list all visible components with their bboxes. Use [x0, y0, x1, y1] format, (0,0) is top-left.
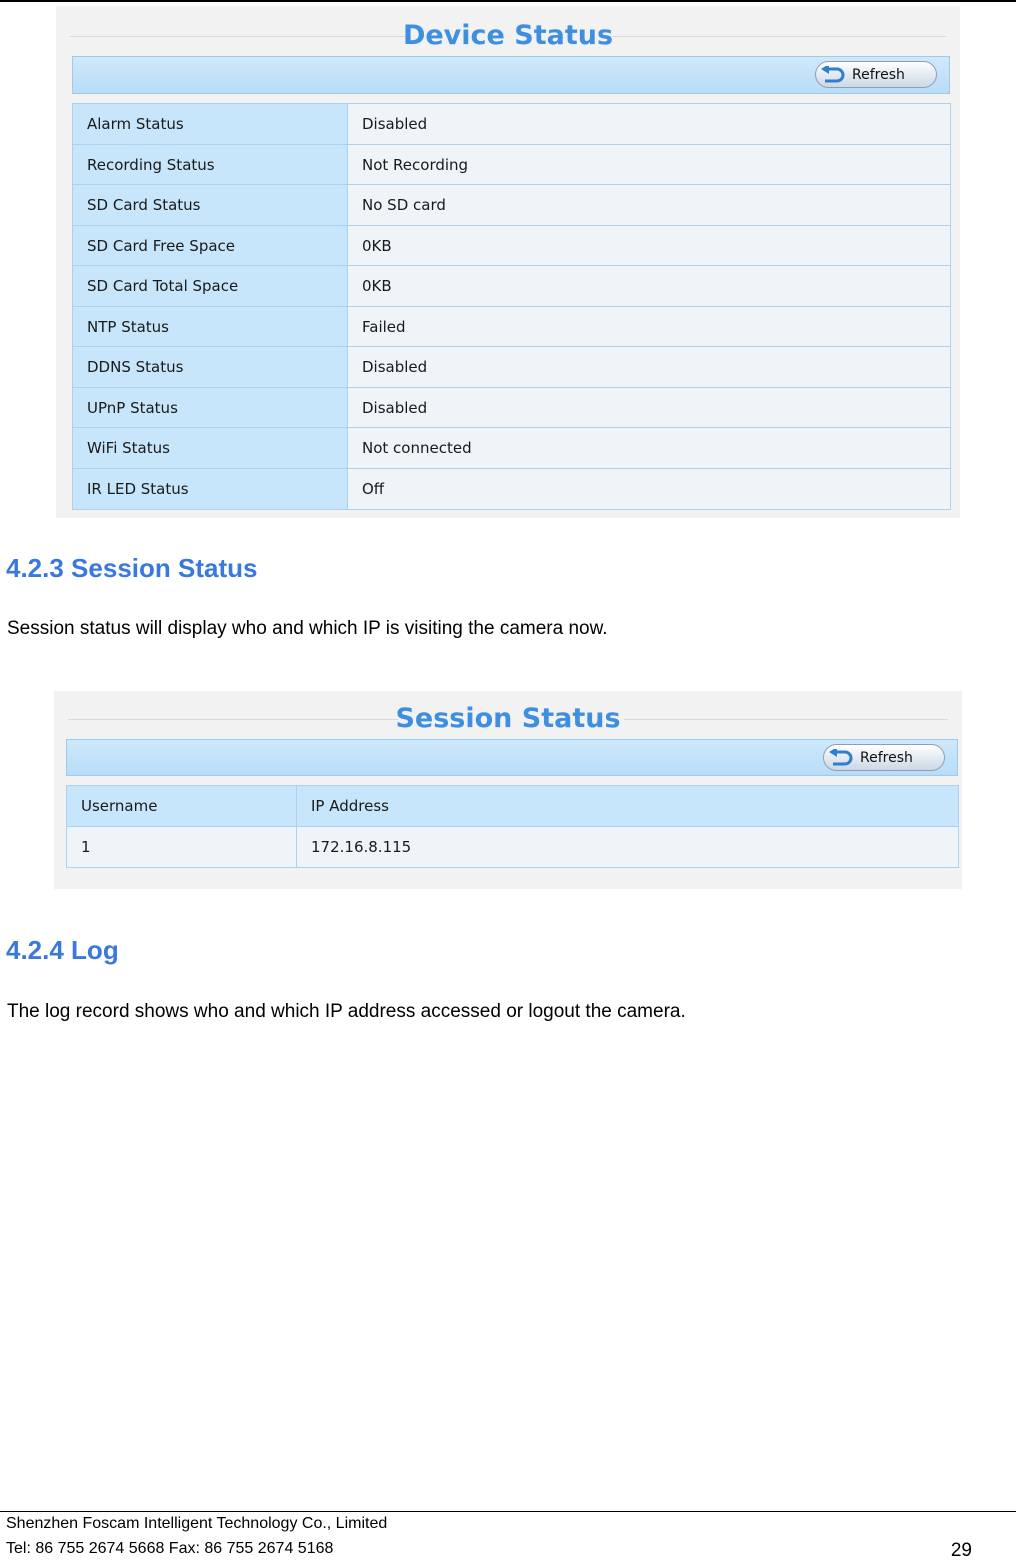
- row-label: DDNS Status: [73, 347, 348, 388]
- session-refresh-button[interactable]: [823, 744, 945, 771]
- session-status-toolbar: [66, 739, 958, 776]
- footer-rule: [0, 1511, 1016, 1512]
- table-row: [73, 307, 951, 347]
- row-value: Disabled: [348, 104, 951, 145]
- row-value: Off: [348, 469, 951, 510]
- row-value: No SD card: [348, 185, 951, 226]
- table-row: [67, 827, 959, 868]
- row-label: NTP Status: [73, 307, 348, 347]
- device-status-title: Device Status: [402, 20, 614, 51]
- table-row: [73, 145, 951, 185]
- session-status-panel: [54, 691, 962, 889]
- session-username: 1: [67, 827, 297, 868]
- row-label: IR LED Status: [73, 469, 348, 510]
- table-row: [73, 266, 951, 307]
- table-row: [73, 469, 951, 510]
- row-value: Disabled: [348, 388, 951, 428]
- session-status-title: Session Status: [395, 703, 621, 734]
- table-row: [73, 104, 951, 145]
- table-row: [73, 428, 951, 469]
- refresh-label: Refresh: [860, 749, 913, 766]
- log-heading: 4.2.4 Log: [6, 935, 119, 965]
- refresh-icon: [824, 746, 856, 770]
- table-row: [73, 388, 951, 428]
- column-header-username: Username: [67, 786, 297, 827]
- device-refresh-button[interactable]: [815, 61, 937, 88]
- column-header-ip-address: IP Address: [297, 786, 959, 827]
- row-label: WiFi Status: [73, 428, 348, 469]
- refresh-icon: [816, 63, 848, 87]
- page-number: 29: [950, 1540, 972, 1561]
- row-label: SD Card Free Space: [73, 226, 348, 266]
- refresh-label: Refresh: [852, 66, 905, 83]
- row-value: Disabled: [348, 347, 951, 388]
- row-label: Recording Status: [73, 145, 348, 185]
- device-status-table: [72, 103, 951, 510]
- footer-contact: Tel: 86 755 2674 5668 Fax: 86 755 2674 5168: [6, 1540, 334, 1557]
- row-value: Not connected: [348, 428, 951, 469]
- table-row: [73, 347, 951, 388]
- row-value: Failed: [348, 307, 951, 347]
- session-status-description: Session status will display who and which IP is visiting the camera now.: [7, 618, 608, 639]
- row-value: Not Recording: [348, 145, 951, 185]
- table-header-row: [67, 786, 959, 827]
- device-status-toolbar: [72, 56, 950, 94]
- footer-company: Shenzhen Foscam Intelligent Technology Co., Limited: [6, 1515, 388, 1532]
- row-label: UPnP Status: [73, 388, 348, 428]
- top-rule: [0, 0, 1016, 2]
- log-description: The log record shows who and which IP address accessed or logout the camera.: [7, 1001, 686, 1022]
- row-value: 0KB: [348, 266, 951, 307]
- table-row: [73, 185, 951, 226]
- device-status-panel: [56, 6, 960, 518]
- session-status-table: [66, 785, 959, 868]
- table-row: [73, 226, 951, 266]
- row-value: 0KB: [348, 226, 951, 266]
- session-status-heading: 4.2.3 Session Status: [6, 553, 258, 583]
- row-label: SD Card Total Space: [73, 266, 348, 307]
- row-label: SD Card Status: [73, 185, 348, 226]
- row-label: Alarm Status: [73, 104, 348, 145]
- session-ip-address: 172.16.8.115: [297, 827, 959, 868]
